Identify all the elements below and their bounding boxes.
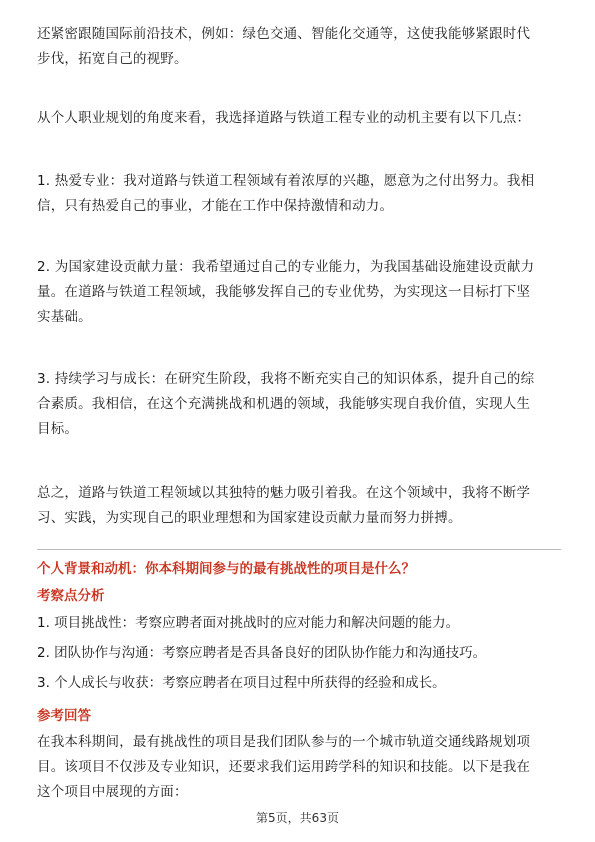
analysis-heading: 考察点分析: [37, 588, 105, 604]
text-line: 步伐，拓宽自己的视野。: [37, 51, 188, 67]
text-line: 从个人职业规划的角度来看，我选择道路与铁道工程专业的动机主要有以下几点：: [37, 110, 531, 126]
page-number-footer: 第5页，共63页: [256, 811, 339, 825]
text-line: 1. 热爱专业：我对道路与铁道工程领域有着浓厚的兴趣，愿意为之付出努力。我相: [37, 173, 535, 189]
section-divider: [37, 549, 561, 550]
analysis-item: 3. 个人成长与收获：考察应聘者在项目过程中所获得的经验和成长。: [37, 675, 446, 691]
text-line: 总之，道路与铁道工程领域以其独特的魅力吸引着我。在这个领域中，我将不断学: [37, 485, 531, 501]
point-2-paragraph: [37, 255, 561, 330]
point-1-paragraph: [37, 169, 561, 219]
text-line: 这个项目中展现的方面：: [37, 784, 188, 800]
analysis-item: 2. 团队协作与沟通：考察应聘者是否具备良好的团队协作能力和沟通技巧。: [37, 645, 487, 661]
text-line: 实基础。: [37, 309, 92, 325]
text-line: 在我本科期间，最有挑战性的项目是我们团队参与的一个城市轨道交通线路规划项: [37, 734, 531, 750]
text-line: 习、实践，为实现自己的职业理想和为国家建设贡献力量而努力拼搏。: [37, 510, 462, 526]
text-line: 2. 为国家建设贡献力量：我希望通过自己的专业能力，为我国基础设施建设贡献力: [37, 259, 535, 275]
text-line: 3. 持续学习与成长：在研究生阶段，我将不断充实自己的知识体系，提升自己的综: [37, 371, 535, 387]
analysis-item: 1. 项目挑战性：考察应聘者面对挑战时的应对能力和解决问题的能力。: [37, 615, 460, 631]
text-line: 目标。: [37, 421, 79, 437]
answer-heading: 参考回答: [37, 708, 91, 724]
answer-paragraph: [37, 730, 561, 805]
intro-tail-paragraph: [37, 22, 561, 72]
conclusion-paragraph: [37, 481, 561, 531]
point-3-paragraph: [37, 367, 561, 442]
question-heading: 个人背景和动机：你本科期间参与的最有挑战性的项目是什么？: [37, 561, 415, 577]
text-line: 目。该项目不仅涉及专业知识，还要求我们运用跨学科的知识和技能。以下是我在: [37, 759, 531, 775]
text-line: 信，只有热爱自己的事业，才能在工作中保持激情和动力。: [37, 198, 394, 214]
text-line: 还紧密跟随国际前沿技术，例如：绿色交通、智能化交通等，这使我能够紧跟时代: [37, 26, 531, 42]
text-line: 合素质。我相信，在这个充满挑战和机遇的领域，我能够实现自我价值，实现人生: [37, 396, 531, 412]
text-line: 量。在道路与铁道工程领域，我能够发挥自己的专业优势，为实现这一目标打下坚: [37, 284, 531, 300]
motivation-intro-paragraph: [37, 106, 561, 131]
